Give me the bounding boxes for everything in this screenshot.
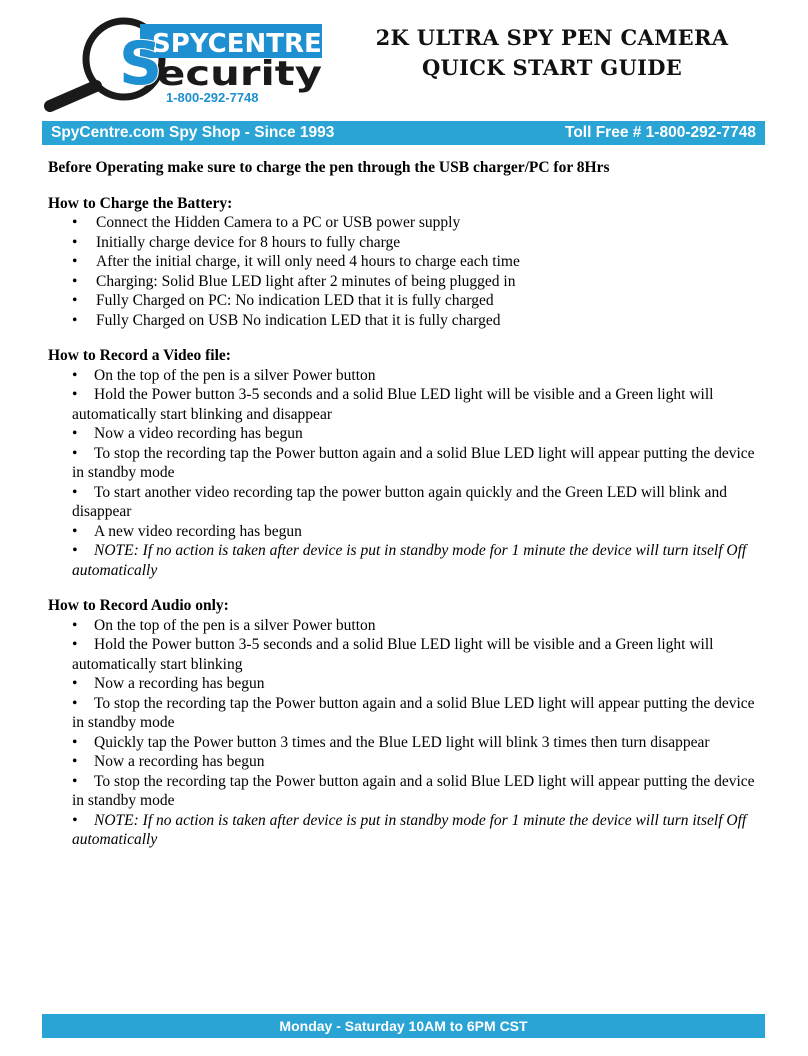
footer-hours: Monday - Saturday 10AM to 6PM CST [279,1018,528,1034]
list-item: • Quickly tap the Power button 3 times and the Blue LED light will blink 3 times then turn disappear [72,733,710,751]
audio-list [48,616,768,850]
list-item: • After the initial charge, it will only need 4 hours to charge each time [68,252,768,272]
list-item: • A new video recording has begun [72,522,302,540]
charge-title: How to Charge the Battery: [48,194,233,212]
list-item: • Initially charge device for 8 hours to fully charge [68,233,768,253]
video-note: • NOTE: If no action is taken after device is put in standby mode for 1 minute the device will turn itself Off automatically [72,542,747,579]
list-item: • To start another video recording tap the power button again quickly and the Green LED will blink and disappear [72,483,727,520]
audio-title: How to Record Audio only: [48,597,229,614]
charge-list [48,213,768,330]
logo-line2: ecurity [157,54,322,94]
header-bar-right: Toll Free # 1-800-292-7748 [565,124,756,141]
list-item: • Hold the Power button 3-5 seconds and a solid Blue LED light will be visible and a Green light will automatically start blinking [72,636,714,673]
guide-content [48,158,768,866]
logo-big-s: S [119,29,163,99]
list-item: • Charging: Solid Blue LED light after 2 minutes of being plugged in [68,272,768,292]
audio-section [48,596,768,850]
list-item: • To stop the recording tap the Power button again and a solid Blue LED light will appear putting the device in standby mode [72,772,755,809]
list-item: • On the top of the pen is a silver Power button [72,366,376,384]
video-list [48,366,768,581]
list-item: • To stop the recording tap the Power button again and a solid Blue LED light will appear putting the device in standby mode [72,694,755,731]
charge-section [48,194,768,331]
list-item: • Now a recording has begun [72,675,265,692]
list-item: • Now a video recording has begun [72,425,303,442]
logo-phone: 1-800-292-7748 [166,90,259,105]
list-item: • Connect the Hidden Camera to a PC or USB power supply [68,213,768,233]
list-item: • Now a recording has begun [72,753,265,770]
intro-text: Before Operating make sure to charge the pen through the USB charger/PC for 8Hrs [48,159,610,176]
header-bar-left: SpyCentre.com Spy Shop - Since 1993 [51,124,335,141]
doc-title-line1: 2K ULTRA SPY PEN CAMERA [375,25,729,50]
list-item: • Hold the Power button 3-5 seconds and a solid Blue LED light will be visible and a Green light will automatically start blinking and disappear [72,386,714,423]
list-item: • To stop the recording tap the Power button again and a solid Blue LED light will appear putting the device in standby mode [72,444,755,481]
audio-note: • NOTE: If no action is taken after device is put in standby mode for 1 minute the device will turn itself Off automatically [72,811,747,848]
list-item: • Fully Charged on USB No indication LED that it is fully charged [68,311,768,331]
video-title: How to Record a Video file: [48,347,231,364]
doc-title-line2: QUICK START GUIDE [421,55,683,80]
spycentre-security-logo [44,14,334,114]
video-section [48,346,768,580]
logo-line1: SPYCENTRE [152,29,322,59]
footer-bar [42,1014,765,1038]
list-item: • On the top of the pen is a silver Power button [72,616,376,634]
header-bar [42,121,765,145]
list-item: • Fully Charged on PC: No indication LED that it is fully charged [68,291,768,311]
